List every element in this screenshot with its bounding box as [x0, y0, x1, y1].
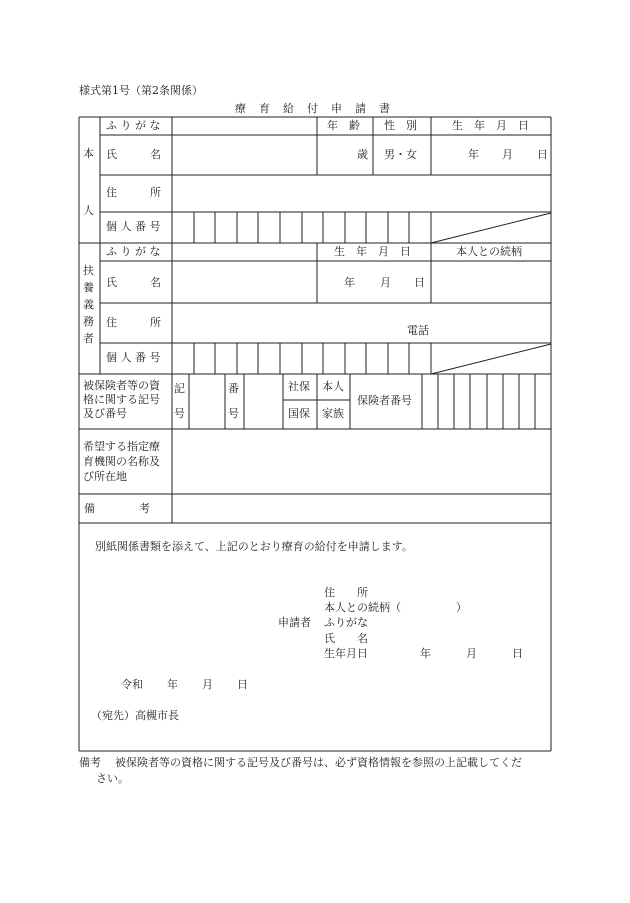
kigou-label-top: 記: [174, 382, 185, 395]
guardian-birth-month: 月: [380, 276, 391, 289]
guardian-relation-label: 本人との続柄: [456, 245, 522, 258]
principal-birth-label: 生 年 月 日: [452, 119, 529, 132]
applicant-birth-day: 日: [512, 647, 523, 660]
kigou-label-bottom: 号: [174, 407, 185, 420]
hospital-label-line-2: 育機関の名称及: [83, 455, 160, 468]
applicant-name-label: 氏 名: [324, 632, 368, 645]
date-year: 年: [167, 678, 178, 691]
principal-name-label: 氏 名: [106, 148, 161, 161]
footnote-line-1: 被保険者等の資格に関する記号及び番号は、必ず資格情報を参照の上記載してくだ: [115, 756, 522, 769]
guardian-id-slash: [431, 344, 551, 374]
principal-id-label: 個 人 番 号: [106, 220, 161, 233]
applicant-address-label: 住 所: [324, 586, 368, 599]
kokuho-option[interactable]: 国保: [288, 407, 310, 420]
principal-address-label: 住 所: [106, 186, 161, 199]
guardian-id-label: 個 人 番 号: [106, 351, 161, 364]
insurer-number-field[interactable]: [423, 376, 550, 427]
guardian-furigana-label: ふ り が な: [106, 245, 161, 258]
principal-id-field[interactable]: [174, 213, 430, 242]
guardian-birth-year: 年: [344, 276, 355, 289]
bangou-label-bottom: 号: [228, 407, 239, 420]
guardian-address-field[interactable]: [174, 305, 549, 341]
guardian-relation-field[interactable]: [433, 263, 549, 301]
insurance-label-line-3: 及び番号: [83, 407, 127, 420]
guardian-furigana-field[interactable]: [174, 244, 315, 260]
guardian-birth-label: 生 年 月 日: [334, 245, 411, 258]
date-month: 月: [202, 678, 213, 691]
principal-age-label: 年 齢: [327, 119, 360, 132]
hospital-label-line-3: び所在地: [83, 470, 127, 483]
guardian-id-field[interactable]: [174, 344, 430, 373]
insurer-number-label: 保険者番号: [357, 394, 412, 407]
applicant-birth-year: 年: [420, 647, 431, 660]
kazoku-option[interactable]: 家族: [322, 407, 344, 420]
principal-label-char-2: 人: [83, 204, 94, 217]
guardian-address-label: 住 所: [106, 316, 161, 329]
guardian-name-field[interactable]: [174, 263, 315, 301]
principal-birth-day: 日: [537, 148, 548, 161]
addressee: （宛先）高槻市長: [91, 709, 179, 722]
guardian-label-char-1: 扶: [83, 264, 94, 277]
form-title: 療 育 給 付 申 請 書: [235, 102, 391, 115]
guardian-label-char-3: 義: [83, 298, 94, 311]
applicant-relation-label: 本人との続柄（ ）: [324, 601, 467, 614]
guardian-label-char-4: 務: [83, 315, 94, 328]
remarks-field[interactable]: [174, 496, 549, 521]
hospital-field[interactable]: [174, 431, 549, 492]
principal-id-slash: [431, 213, 551, 243]
guardian-phone-label: 電話: [407, 324, 429, 337]
date-day: 日: [237, 678, 248, 691]
applicant-birthdate-label: 生年月日: [324, 647, 368, 660]
applicant-furigana-label: ふりがな: [324, 616, 368, 629]
guardian-birth-day: 日: [414, 276, 425, 289]
principal-birth-month: 月: [502, 148, 513, 161]
principal-label-char-1: 本: [83, 147, 94, 160]
guardian-label-char-2: 養: [83, 281, 94, 294]
principal-sex-options[interactable]: 男・女: [384, 148, 417, 161]
principal-address-field[interactable]: [174, 177, 549, 211]
form-number: 様式第1号（第2条関係）: [79, 84, 203, 97]
application-statement: 別紙関係書類を添えて、上記のとおり療育の給付を申請します。: [95, 540, 413, 553]
guardian-name-label: 氏 名: [106, 276, 161, 289]
principal-sex-label: 性 別: [384, 119, 417, 132]
insurance-label-line-2: 格に関する記号: [83, 393, 160, 406]
shaho-option[interactable]: 社保: [288, 380, 310, 393]
footnote-label: 備考: [79, 756, 101, 769]
applicant-birth-month: 月: [466, 647, 477, 660]
principal-name-field[interactable]: [174, 137, 315, 173]
remarks-label: 備 考: [84, 502, 150, 515]
principal-age-unit: 歳: [357, 148, 368, 161]
hospital-label-line-1: 希望する指定療: [83, 440, 160, 453]
kigou-field[interactable]: [191, 376, 223, 427]
bangou-label-top: 番: [228, 382, 239, 395]
guardian-label-char-5: 者: [83, 332, 94, 345]
applicant-label: 申請者: [278, 616, 311, 629]
date-era: 令和: [121, 678, 143, 691]
footnote-line-2: さい。: [96, 772, 129, 785]
principal-furigana-field[interactable]: [174, 118, 315, 134]
bangou-field[interactable]: [246, 376, 281, 427]
honnin-option[interactable]: 本人: [322, 380, 344, 393]
principal-birth-year: 年: [468, 148, 479, 161]
insurance-label-line-1: 被保険者等の資: [83, 379, 160, 392]
principal-furigana-label: ふ り が な: [106, 119, 161, 132]
